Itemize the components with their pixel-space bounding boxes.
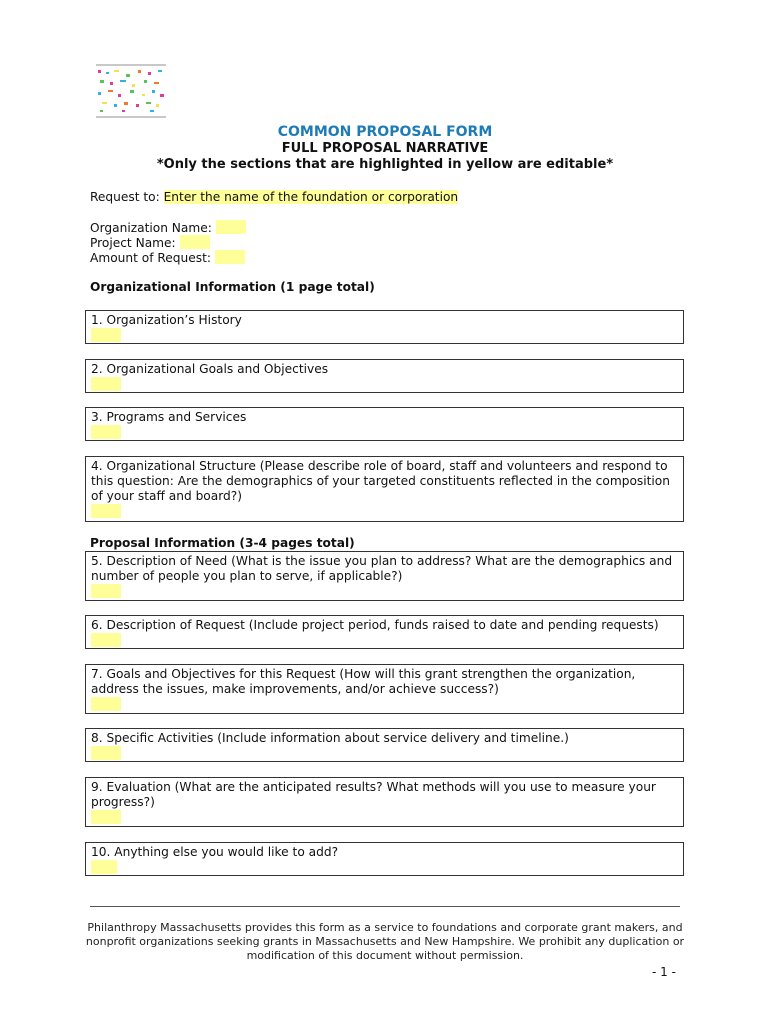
question-text: 3. Programs and Services (91, 410, 247, 424)
request-to-field[interactable]: Enter the name of the foundation or corporation (163, 190, 459, 204)
org-name-label: Organization Name: (90, 221, 212, 235)
answer-field[interactable] (91, 633, 121, 647)
question-text: 7. Goals and Objectives for this Request (How will this grant strengthen the organization, address the issues, make improvements, and/or achieve success?) (91, 667, 636, 696)
form-subtitle: FULL PROPOSAL NARRATIVE (281, 141, 489, 156)
footer-disclaimer: Philanthropy Massachusetts provides this form as a service to foundations and corporate grant makers, and nonprofit organizations seeking grants in Massachusetts and New Hampshire. We prohibit any duplication or modification of this document without permission. (85, 921, 685, 962)
answer-field[interactable] (91, 328, 121, 342)
organization-logo (92, 60, 170, 122)
question-box-3 (85, 407, 684, 441)
answer-field[interactable] (91, 860, 117, 874)
answer-field[interactable] (91, 504, 121, 518)
question-text: 4. Organizational Structure (Please describe role of board, staff and volunteers and respond to this question: Are the demographics of your targeted constituents reflected in the composition of your staff and board?) (91, 459, 670, 503)
answer-field[interactable] (91, 425, 121, 439)
question-box-7 (85, 664, 684, 714)
answer-field[interactable] (91, 746, 121, 760)
question-box-5 (85, 551, 684, 601)
question-box-4 (85, 456, 684, 522)
question-box-6 (85, 615, 684, 649)
question-box-8 (85, 728, 684, 762)
section-proposal-info: Proposal Information (3-4 pages total) (90, 536, 355, 550)
project-name-label: Project Name: (90, 236, 176, 250)
question-box-1 (85, 310, 684, 344)
question-text: 1. Organization’s History (91, 313, 242, 327)
org-name-row (90, 220, 246, 235)
question-text: 8. Specific Activities (Include information about service delivery and timeline.) (91, 731, 569, 745)
amount-field[interactable] (215, 250, 245, 264)
answer-field[interactable] (91, 810, 121, 824)
question-box-10 (85, 842, 684, 876)
page-number: - 1 - (652, 965, 676, 979)
request-to-label: Request to: (90, 190, 160, 204)
answer-field[interactable] (91, 697, 121, 711)
question-text: 9. Evaluation (What are the anticipated results? What methods will you use to measure your progress?) (91, 780, 656, 809)
answer-field[interactable] (91, 584, 121, 598)
question-text: 5. Description of Need (What is the issue you plan to address? What are the demographics and number of people you plan to serve, if applicable?) (91, 554, 673, 583)
question-box-9 (85, 777, 684, 827)
project-name-field[interactable] (180, 235, 210, 249)
question-text: 10. Anything else you would like to add? (91, 845, 339, 859)
request-to-row (90, 190, 458, 204)
editable-note: *Only the sections that are highlighted in yellow are editable* (156, 157, 614, 172)
project-name-row (90, 235, 210, 250)
footer-divider (90, 906, 680, 907)
section-org-info: Organizational Information (1 page total) (90, 280, 375, 294)
org-name-field[interactable] (216, 220, 246, 234)
amount-label: Amount of Request: (90, 251, 211, 265)
question-text: 6. Description of Request (Include project period, funds raised to date and pending requests) (91, 618, 659, 632)
question-text: 2. Organizational Goals and Objectives (91, 362, 329, 376)
amount-row (90, 250, 245, 265)
form-title: COMMON PROPOSAL FORM (277, 124, 493, 140)
answer-field[interactable] (91, 377, 121, 391)
question-box-2 (85, 359, 684, 393)
